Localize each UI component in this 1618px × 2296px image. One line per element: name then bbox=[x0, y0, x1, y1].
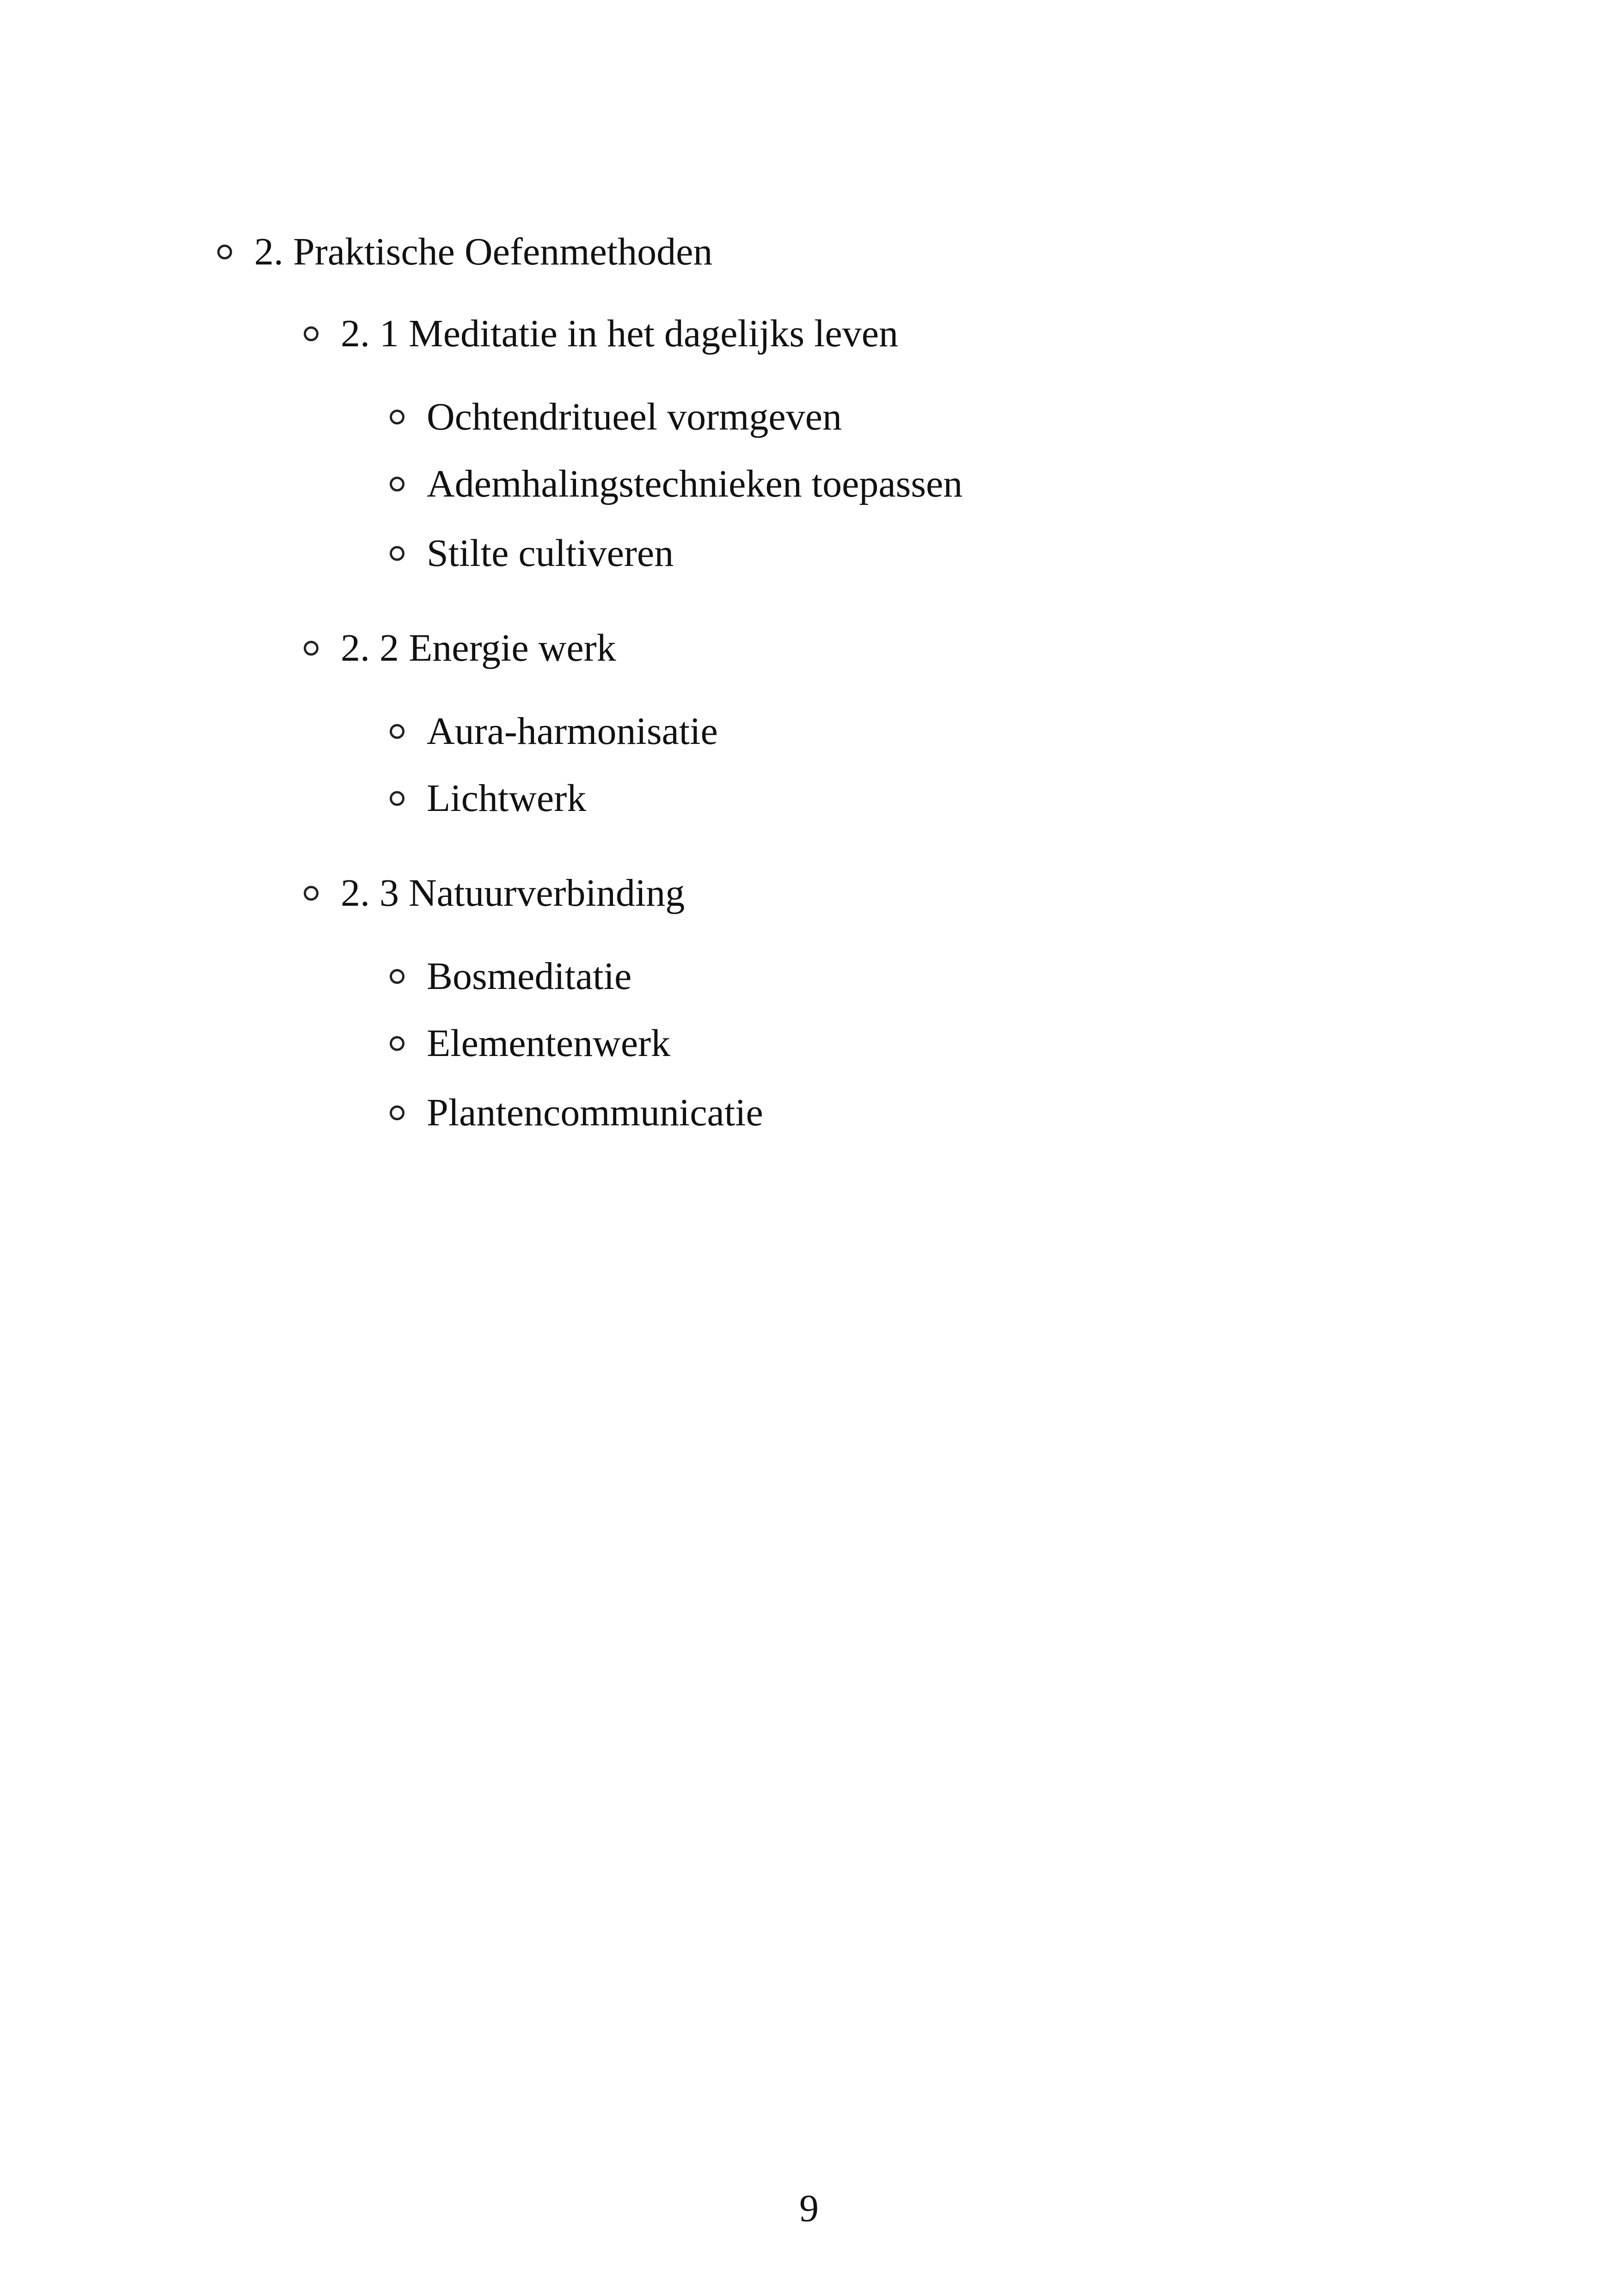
item-label: Bosmeditatie bbox=[427, 955, 632, 998]
subsection-title: 2. 3 Natuurverbinding bbox=[341, 872, 685, 915]
item-label: Ochtendritueel vormgeven bbox=[427, 395, 842, 438]
outline-item bbox=[390, 712, 718, 751]
section-title: 2. Praktische Oefenmethoden bbox=[254, 230, 713, 273]
outline-item bbox=[390, 779, 586, 818]
hollow-circle-bullet-icon bbox=[390, 546, 404, 561]
hollow-circle-bullet-icon bbox=[304, 886, 319, 901]
outline-subsection bbox=[304, 626, 616, 669]
outline-item bbox=[390, 957, 631, 996]
outline-item bbox=[390, 534, 674, 573]
page-number: 9 bbox=[799, 2187, 819, 2230]
hollow-circle-bullet-icon bbox=[390, 410, 404, 424]
item-label: Plantencommunicatie bbox=[427, 1091, 763, 1134]
outline-subsection bbox=[304, 874, 685, 913]
hollow-circle-bullet-icon bbox=[390, 477, 404, 491]
item-label: Elementenwerk bbox=[427, 1022, 671, 1065]
hollow-circle-bullet-icon bbox=[304, 641, 319, 656]
outline-item bbox=[390, 395, 842, 438]
item-label: Ademhalingstechnieken toepassen bbox=[427, 462, 963, 505]
outline-section bbox=[217, 230, 713, 273]
subsection-title: 2. 1 Meditatie in het dagelijks leven bbox=[341, 312, 899, 355]
hollow-circle-bullet-icon bbox=[390, 1105, 404, 1120]
outline-item bbox=[390, 1024, 670, 1063]
hollow-circle-bullet-icon bbox=[217, 245, 232, 259]
hollow-circle-bullet-icon bbox=[390, 1036, 404, 1051]
item-label: Lichtwerk bbox=[427, 777, 587, 820]
outline-item bbox=[390, 462, 963, 505]
hollow-circle-bullet-icon bbox=[390, 969, 404, 984]
item-label: Aura-harmonisatie bbox=[427, 710, 718, 753]
outline-subsection bbox=[304, 314, 898, 353]
hollow-circle-bullet-icon bbox=[304, 326, 319, 341]
hollow-circle-bullet-icon bbox=[390, 791, 404, 806]
subsection-title: 2. 2 Energie werk bbox=[341, 626, 616, 669]
hollow-circle-bullet-icon bbox=[390, 724, 404, 739]
outline-item bbox=[390, 1093, 763, 1132]
item-label: Stilte cultiveren bbox=[427, 532, 674, 575]
